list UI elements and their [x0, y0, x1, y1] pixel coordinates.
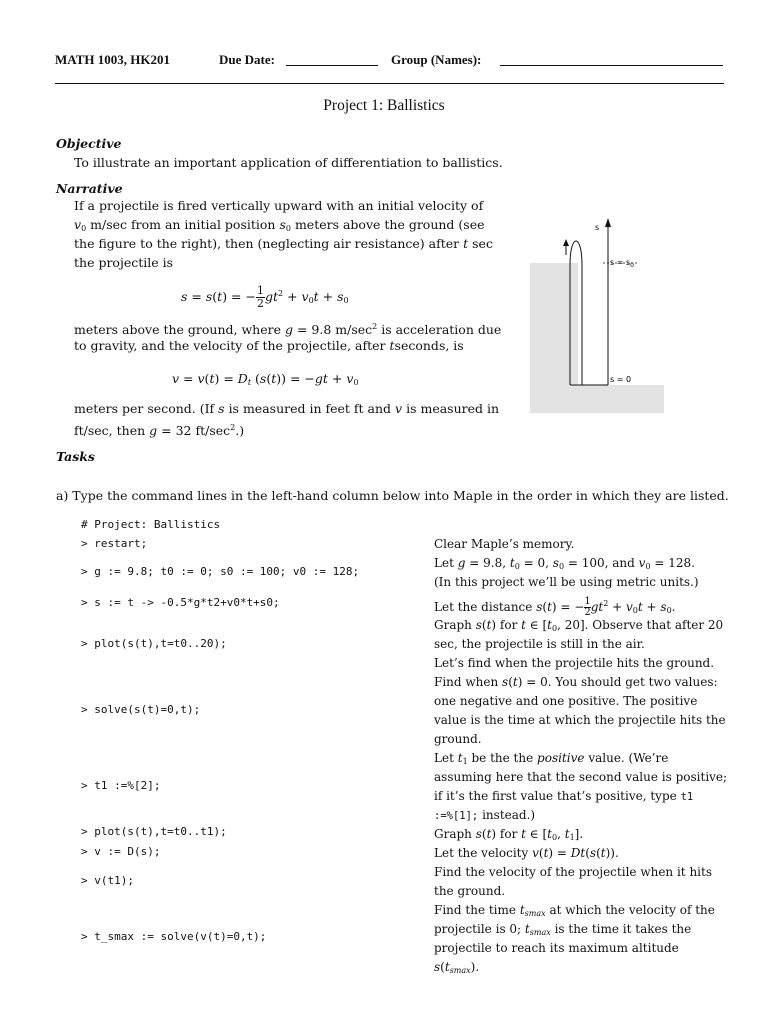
command-line[interactable]: # Project: Ballistics: [81, 518, 221, 531]
page-title: Project 1: Ballistics: [323, 97, 445, 114]
remark-line: Graph s(t) for t ∈ [$t_0$, $t_1$].: [434, 827, 584, 842]
narrative-line-4: the projectile is: [74, 255, 174, 270]
remark-line: sec, the projectile is still in the air.: [434, 637, 645, 651]
narrative-heading: Narrative: [56, 181, 123, 196]
task-a-text: a) Type the command lines in the left-hand column below into Maple in the order in which they are listed.: [56, 488, 729, 503]
remark-line: projectile is 0; $t_{smax}$ is the time it takes the: [434, 922, 692, 937]
remark-line: Let’s find when the projectile hits the ground.: [434, 656, 715, 670]
ground-region: [530, 263, 664, 413]
group-names-blank[interactable]: [500, 65, 723, 66]
tasks-heading: Tasks: [56, 449, 95, 464]
command-line[interactable]: > plot(s(t),t=t0..t1);: [81, 825, 227, 838]
launch-arrowhead: [563, 239, 569, 246]
narrative-line-2: $v_0$ m/sec from an initial position $s_0$ meters above the ground (see: [74, 217, 485, 233]
narrative-gravity-line: meters above the ground, where g = 9.8 $m/\sec^2$ is acceleration due: [74, 322, 502, 337]
ballistics-figure: [528, 215, 668, 415]
remark-line: if it’s the first value that’s positive, type t1: [434, 789, 694, 803]
remark-line: Let $t_1$ be the the positive value. (We’re: [434, 751, 669, 766]
remark-line: Let the velocity v(t) = Dt(s(t)).: [434, 846, 619, 860]
velocity-equation: $v = v(t) = D_t$ $(s(t)) = -gt + v_0$: [172, 371, 359, 387]
command-line[interactable]: > restart;: [81, 537, 148, 550]
remark-line: projectile to reach its maximum altitude: [434, 941, 679, 955]
remark-line: Clear Maple’s memory.: [434, 537, 575, 551]
remark-line: ground.: [434, 732, 482, 746]
narrative-velocity-intro: to gravity, and the velocity of the projectile, after tseconds, is: [74, 338, 464, 353]
command-line[interactable]: > s := t -> -0.5*g*t2+v0*t+s0;: [81, 596, 280, 609]
narrative-units-line-1: meters per second. (If s is measured in feet ft and v is measured in: [74, 401, 500, 416]
remark-line: assuming here that the second value is positive;: [434, 770, 728, 784]
remark-line: Let the distance s(t) = − $\frac{1}{2}$ $gt^2 + v_0t + s_0$.: [434, 596, 676, 618]
command-line[interactable]: > solve(s(t)=0,t);: [81, 703, 201, 716]
due-date-blank[interactable]: [286, 65, 378, 66]
axis-label: s: [595, 223, 600, 232]
objective-heading: Objective: [56, 136, 122, 151]
remark-line: Find the velocity of the projectile when it hits: [434, 865, 712, 879]
remark-line: Graph s(t) for t ∈ [$t_0$, 20]. Observe that after 20: [434, 618, 724, 633]
position-equation: s = s(t) = − $\frac{1}{2}$ $gt^2 + v_0t + s_0$: [181, 284, 349, 310]
narrative-units-line-2: ft/sec, then g = 32 $ft/\sec^2$.): [74, 423, 245, 438]
command-line[interactable]: > g := 9.8; t0 := 0; s0 := 100; v0 := 128;: [81, 565, 360, 578]
header-rule: [55, 83, 724, 84]
due-date-label: Due Date:: [219, 52, 275, 67]
group-names-label: Group (Names):: [391, 52, 482, 67]
course-code: MATH 1003, HK201: [55, 52, 170, 67]
remark-line: Find the time $t_{smax}$ at which the velocity of the: [434, 903, 715, 918]
objective-text: To illustrate an important application of differentiation to ballistics.: [74, 155, 503, 170]
command-line[interactable]: > t_smax := solve(v(t)=0,t);: [81, 930, 267, 943]
remark-line: (In this project we’ll be using metric units.): [434, 575, 699, 589]
s0-label: $s = s_0$: [610, 258, 634, 269]
remark-line: the ground.: [434, 884, 506, 898]
command-line[interactable]: > v(t1);: [81, 874, 134, 887]
remark-line: :=%[1]; instead.): [434, 808, 536, 822]
s-axis-arrowhead: [605, 218, 611, 227]
remark-line: Find when s(t) = 0. You should get two values:: [434, 675, 718, 689]
command-line[interactable]: > t1 :=%[2];: [81, 779, 161, 792]
ground-label: s = 0: [610, 375, 632, 384]
remark-line: Let g = 9.8, $t_0 = 0$, $s_0 = 100$, and $v_0 = 128$.: [434, 556, 695, 571]
command-line[interactable]: > plot(s(t),t=t0..20);: [81, 637, 227, 650]
remark-line: one negative and one positive. The positive: [434, 694, 698, 708]
command-line[interactable]: > v := D(s);: [81, 845, 161, 858]
narrative-line-3: the figure to the right), then (neglecting air resistance) after t sec: [74, 236, 493, 251]
remark-line: value is the time at which the projectile hits the: [434, 713, 726, 727]
remark-line: $s(t_{smax})$.: [434, 960, 480, 975]
narrative-line-1: If a projectile is fired vertically upward with an initial velocity of: [74, 198, 484, 213]
